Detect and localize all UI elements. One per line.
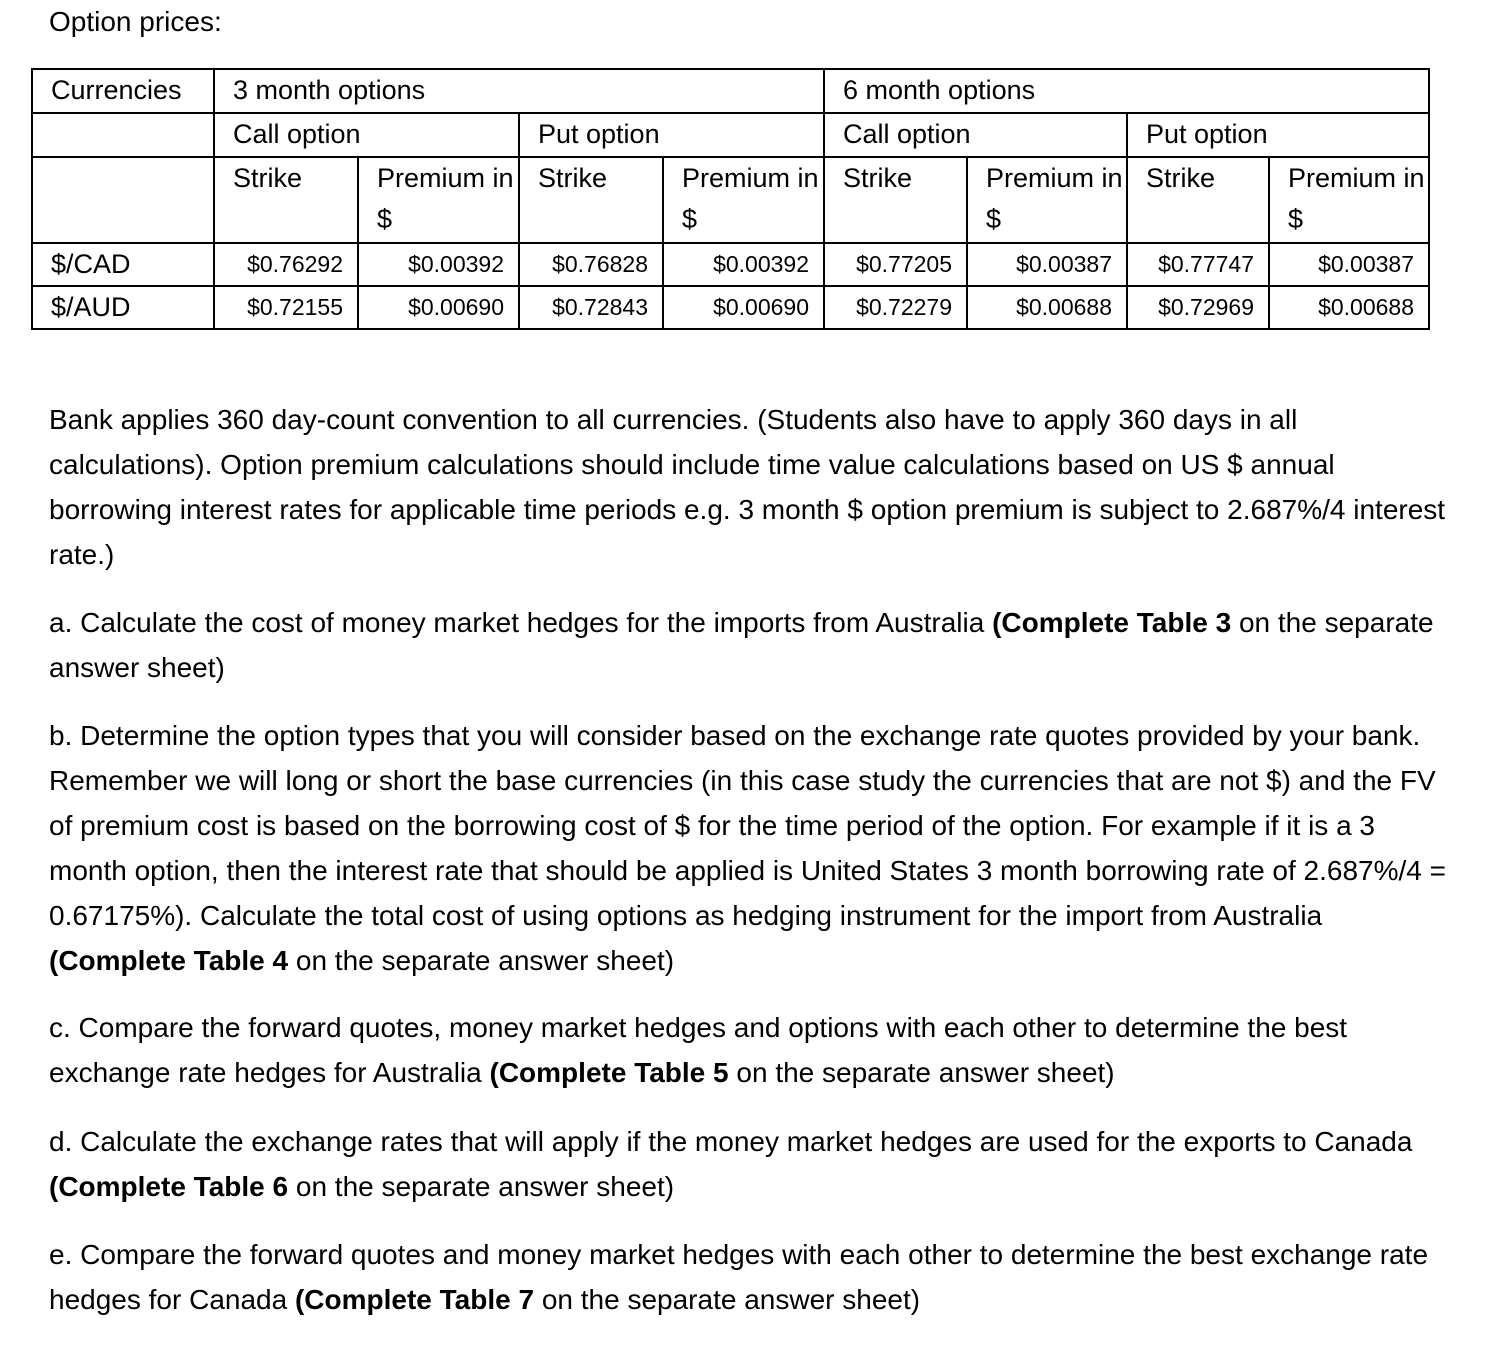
question-b: b. Determine the option types that you will consider based on the exchange rate quotes provided by your bank. Remember we will long or short the base currencies (in this case study the currencies that are not $) and the FV of premium cost is based on the borrowing cost of $ for the time period of the option. For example if it is a 3 month option, then the interest rate that should be applied is United States 3 month borrowing rate of 2.687%/4 = 0.67175%). Calculate the total cost of using options as hedging instrument for the import from Australia (Complete Table 4 on the separate answer sheet): [49, 720, 1446, 976]
currency-pair: $/CAD: [32, 243, 214, 286]
question-d: d. Calculate the exchange rates that will apply if the money market hedges are used for the exports to Canada (Complete Table 6 on the separate answer sheet): [49, 1126, 1413, 1202]
header-row-fields: [32, 157, 1429, 243]
table-cell: $0.77747: [1127, 243, 1269, 286]
table-cell: $0.00392: [663, 243, 824, 286]
put-3m-header: Put option: [519, 113, 824, 157]
strike-header: Strike: [519, 157, 663, 243]
call-6m-header: Call option: [824, 113, 1127, 157]
put-6m-header: Put option: [1127, 113, 1429, 157]
table-row: [32, 243, 1429, 286]
table-row: [32, 286, 1429, 329]
option-prices-table: [31, 68, 1430, 330]
table-cell: $0.00688: [1269, 286, 1429, 329]
premium-header: Premium in $: [1269, 157, 1429, 243]
table-cell: $0.00688: [967, 286, 1127, 329]
table-cell: $0.72155: [214, 286, 358, 329]
premium-header: Premium in $: [967, 157, 1127, 243]
table-cell: $0.72843: [519, 286, 663, 329]
question-a: a. Calculate the cost of money market hedges for the imports from Australia (Complete Table 3 on the separate answer sheet): [49, 607, 1434, 683]
premium-header: Premium in $: [358, 157, 519, 243]
strike-header: Strike: [214, 157, 358, 243]
question-e: e. Compare the forward quotes and money market hedges with each other to determine the best exchange rate hedges for Canada (Complete Table 7 on the separate answer sheet): [49, 1239, 1429, 1315]
table-cell: $0.72969: [1127, 286, 1269, 329]
table-cell: $0.72279: [824, 286, 967, 329]
strike-header: Strike: [1127, 157, 1269, 243]
table-cell: $0.00387: [1269, 243, 1429, 286]
question-c: c. Compare the forward quotes, money market hedges and options with each other to determine the best exchange rate hedges for Australia (Complete Table 5 on the separate answer sheet): [49, 1012, 1348, 1088]
intro-paragraph: Bank applies 360 day-count convention to all currencies. (Students also have to apply 360 days in all calculations). Option premium calculations should include time value calculations based on US $ annual borrowing interest rates for applicable time periods e.g. 3 month $ option premium is subject to 2.687%/4 interest rate.): [49, 404, 1446, 570]
call-3m-header: Call option: [214, 113, 519, 157]
table-cell: $0.00387: [967, 243, 1127, 286]
table-cell: $0.76292: [214, 243, 358, 286]
premium-header: Premium in $: [663, 157, 824, 243]
six-month-header: 6 month options: [824, 69, 1429, 113]
strike-header: Strike: [824, 157, 967, 243]
three-month-header: 3 month options: [214, 69, 824, 113]
page-heading: Option prices:: [49, 6, 222, 37]
table-cell: $0.76828: [519, 243, 663, 286]
currencies-header: Currencies: [32, 69, 214, 113]
header-row-option-type: [32, 113, 1429, 157]
currency-pair: $/AUD: [32, 286, 214, 329]
table-cell: $0.00690: [663, 286, 824, 329]
table-cell: $0.77205: [824, 243, 967, 286]
table-cell: $0.00392: [358, 243, 519, 286]
table-cell: $0.00690: [358, 286, 519, 329]
header-row-maturity: [32, 69, 1429, 113]
